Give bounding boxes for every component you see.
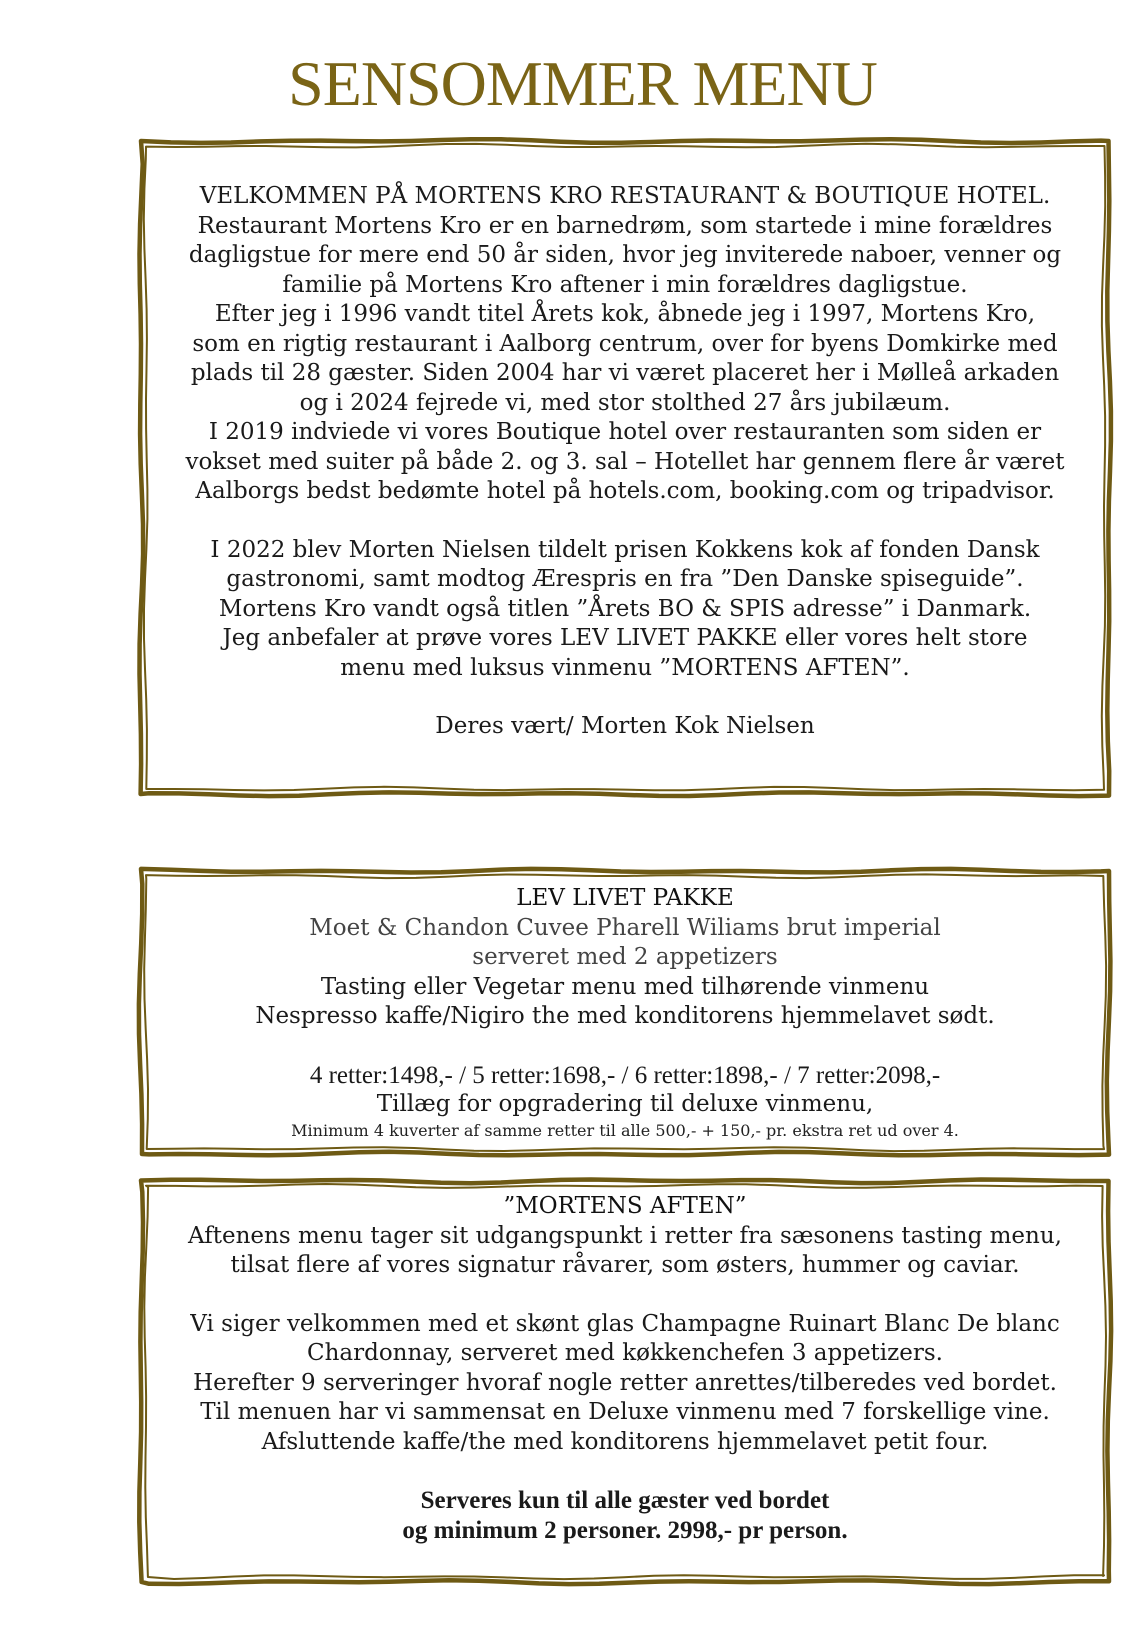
welcome-line: VELKOMMEN PÅ MORTENS KRO RESTAURANT & BOUTIQUE HOTEL. — [199, 183, 1051, 209]
mortens-aften-frame — [140, 1180, 1110, 1583]
welcome-line: vokset med suiter på både 2. og 3. sal – Hotellet har gennem flere år været — [185, 448, 1065, 475]
signature: Deres vært/ Morten Kok Nielsen — [435, 713, 815, 739]
lev-livet-line: Tasting eller Vegetar menu med tilhørende vinmenu — [320, 973, 930, 1000]
mortens-aften-detail: Herefter 9 serveringer hvoraf nogle retter anrettes/tilberedes ved bordet. — [193, 1369, 1057, 1396]
welcome-line: og i 2024 fejrede vi, med stor stolthed 27 års jubilæum. — [299, 389, 951, 416]
lev-livet-prices: 4 retter:1498,- / 5 retter:1698,- / 6 retter:1898,- / 7 retter:2098,- — [309, 1061, 941, 1089]
lev-livet-line: Moet & Chandon Cuvee Pharell Wiliams brut imperial — [309, 914, 941, 941]
lev-livet-frame — [140, 870, 1110, 1155]
welcome-line: Aalborgs bedst bedømte hotel på hotels.com, booking.com og tripadvisor. — [195, 478, 1055, 504]
award-line: Mortens Kro vandt også titlen ”Årets BO & SPIS adresse” i Danmark. — [218, 595, 1032, 622]
lev-livet-line: serveret med 2 appetizers — [472, 944, 778, 970]
mortens-aften-detail: Til menuen har vi sammensat en Deluxe vinmenu med 7 forskellige vine. — [200, 1399, 1050, 1425]
mortens-aften-intro: Aftenens menu tager sit udgangspunkt i retter fra sæsonens tasting menu, — [188, 1222, 1062, 1249]
welcome-line: som en rigtig restaurant i Aalborg centrum, over for byens Domkirke med — [192, 330, 1058, 357]
welcome-frame — [140, 140, 1110, 795]
award-line: Jeg anbefaler at prøve vores LEV LIVET PAKKE eller vores helt store — [222, 625, 1028, 651]
mortens-aften-detail: Chardonnay, serveret med køkkenchefen 3 appetizers. — [306, 1340, 943, 1366]
mortens-aften-footer: Serveres kun til alle gæster ved bordet — [420, 1487, 830, 1514]
lev-livet-line: Nespresso kaffe/Nigiro the med konditorens hjemmelavet sødt. — [255, 1003, 995, 1029]
award-line: gastronomi, samt modtog Ærespris en fra ”Den Danske spiseguide”. — [226, 566, 1024, 592]
welcome-line: Efter jeg i 1996 vandt titel Årets kok, åbnede jeg i 1997, Mortens Kro, — [214, 301, 1036, 327]
lev-livet-text — [140, 870, 1110, 1142]
mortens-aften-detail: Vi siger velkommen med et skønt glas Champagne Ruinart Blanc De blanc — [190, 1310, 1060, 1337]
mortens-aften-detail: Afsluttende kaffe/the med konditorens hjemmelavet petit four. — [261, 1428, 989, 1455]
welcome-line: plads til 28 gæster. Siden 2004 har vi været placeret her i Mølleå arkaden — [190, 360, 1060, 386]
welcome-line: Restaurant Mortens Kro er en barnedrøm, som startede i mine forældres — [197, 212, 1053, 239]
lev-livet-heading: LEV LIVET PAKKE — [516, 885, 734, 911]
welcome-line: I 2019 indviede vi vores Boutique hotel over restauranten som siden er — [208, 419, 1042, 445]
mortens-aften-heading: ”MORTENS AFTEN” — [503, 1193, 747, 1219]
mortens-aften-text — [140, 1180, 1110, 1545]
award-line: I 2022 blev Morten Nielsen tildelt prisen Kokkens kok af fonden Dansk — [210, 536, 1040, 563]
mortens-aften-footer: og minimum 2 personer. 2998,- pr person. — [402, 1516, 848, 1544]
page-title: SENSOMMER MENU — [288, 48, 877, 119]
award-line: menu med luksus vinmenu ”MORTENS AFTEN”. — [340, 654, 910, 681]
mortens-aften-intro: tilsat flere af vores signatur råvarer, som østers, hummer og caviar. — [230, 1252, 1020, 1278]
lev-livet-minimum: Minimum 4 kuverter af samme retter til alle 500,- + 150,- pr. ekstra ret ud over 4. — [291, 1120, 959, 1140]
lev-livet-upgrade: Tillæg for opgradering til deluxe vinmenu, — [376, 1091, 874, 1117]
welcome-text — [140, 140, 1110, 742]
welcome-line: dagligstue for mere end 50 år siden, hvor jeg inviterede naboer, venner og — [188, 242, 1062, 268]
welcome-line: familie på Mortens Kro aftener i min forældres dagligstue. — [282, 271, 968, 298]
